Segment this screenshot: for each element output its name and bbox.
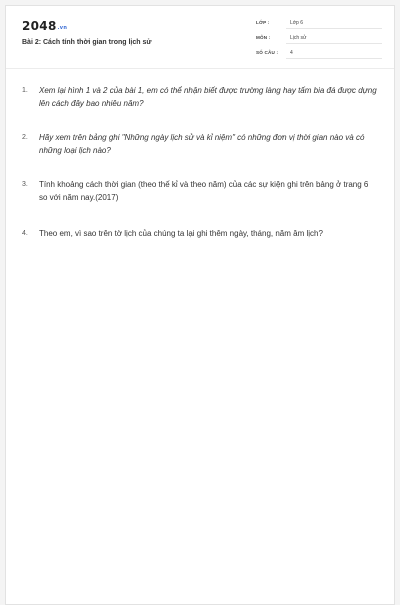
lesson-title: Bài 2: Cách tính thời gian trong lịch sử <box>22 39 152 46</box>
logo-text: 2048 <box>22 19 57 33</box>
question-number: 4. <box>22 230 28 237</box>
question-text: Theo em, vì sao trên tờ lịch của chúng ta lại ghi thêm ngày, tháng, năm âm lịch? <box>39 229 323 238</box>
question-2 <box>22 131 378 157</box>
question-4 <box>22 227 378 240</box>
meta-subject-value: Lịch sử <box>286 33 382 44</box>
question-number: 3. <box>22 181 28 188</box>
question-3 <box>22 178 378 204</box>
question-number: 1. <box>22 87 28 94</box>
worksheet-header <box>6 6 394 69</box>
logo-suffix: .vn <box>57 25 68 31</box>
question-text: Hãy xem trên bảng ghi "Những ngày lịch sử và kỉ niệm" có những đơn vị thời gian nào và có những loại lịch nào? <box>39 133 365 155</box>
meta-class-value: Lớp 6 <box>286 18 382 29</box>
meta-subject-label: MÔN : <box>256 35 271 40</box>
meta-class-row <box>256 18 382 31</box>
meta-count-row <box>256 48 382 61</box>
meta-class-label: LỚP : <box>256 20 270 25</box>
meta-count-value: 4 <box>286 48 382 59</box>
meta-count-label: SỐ CÂU : <box>256 50 279 55</box>
meta-subject-row <box>256 33 382 46</box>
question-number: 2. <box>22 134 28 141</box>
document-page <box>5 5 395 605</box>
question-1 <box>22 84 378 110</box>
question-text: Tính khoảng cách thời gian (theo thế kỉ và theo năm) của các sự kiện ghi trên bảng ở trang 6 so với năm nay.(2017) <box>39 180 369 202</box>
question-text: Xem lại hình 1 và 2 của bài 1, em có thể nhận biết được trường làng hay tấm bia đá được dựng lên cách đây bao nhiêu năm? <box>39 86 377 108</box>
site-logo[interactable] <box>22 19 67 33</box>
